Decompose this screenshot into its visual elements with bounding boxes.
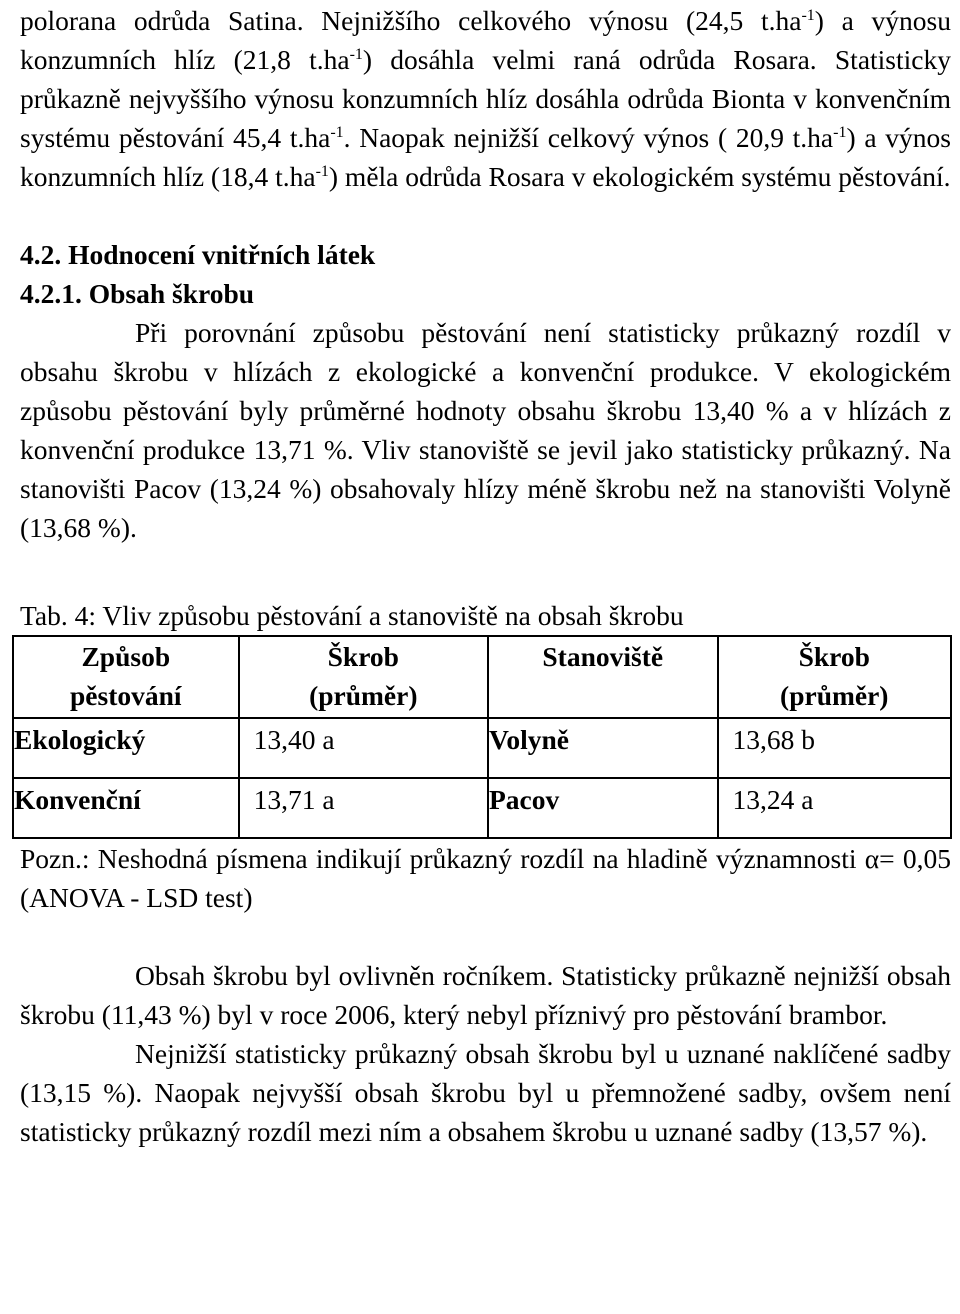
spacer <box>20 196 951 235</box>
intro-text-2: ) a výnosu konzumních hlíz (21,8 t.ha <box>20 5 951 75</box>
header-site: Stanoviště <box>488 636 718 718</box>
superscript: -1 <box>833 124 847 141</box>
starch-paragraph: Při porovnání způsobu pěstování není statisticky průkazný rozdíl v obsahu škrobu v hlízách z ekologické a konvenční produkce. V ekologickém způsobu pěstování byly průměrné hodnoty obsahu škrobu 13,40 % a v hlízách z konvenční produkce 13,71 %. Vliv stanoviště se jevil jako statisticky průkazný. Na stanovišti Pacov (13,24 %) obsahovaly hlízy méně škrobu než na stanovišti Volyně (13,68 %). <box>20 317 951 543</box>
header-starch-2: Škrob (průměr) <box>718 636 951 718</box>
superscript: -1 <box>349 46 363 63</box>
table-caption: Tab. 4: Vliv způsobu pěstování a stanoviště na obsah škrobu <box>20 600 684 631</box>
intro-text-5: ) a výnos konzumních hlíz (18,4 t.ha <box>20 122 951 192</box>
cell-starch: 13,40 a <box>239 718 488 778</box>
spacer <box>20 547 951 586</box>
cell-site: Volyně <box>488 718 718 778</box>
closing-paragraph-1: Obsah škrobu byl ovlivněn ročníkem. Statisticky průkazně nejnižší obsah škrobu (11,43 %) byl v roce 2006, který nebyl příznivý pro pěstování brambor. <box>20 960 951 1030</box>
superscript: -1 <box>315 163 329 180</box>
header-starch-1: Škrob (průměr) <box>239 636 488 718</box>
cell-method: Konvenční <box>13 778 239 838</box>
header-method: Způsob pěstování <box>13 636 239 718</box>
section-heading: 4.2. Hodnocení vnitřních látek <box>20 239 376 270</box>
table-row <box>13 718 951 778</box>
table-note: Pozn.: Neshodná písmena indikují průkazný rozdíl na hladině významnosti α= 0,05 (ANOVA - LSD test) <box>20 843 951 913</box>
superscript: -1 <box>801 7 815 24</box>
intro-paragraph <box>20 1 951 196</box>
intro-text-1: polorana odrůda Satina. Nejnižšího celkového výnosu (24,5 t.ha <box>20 5 802 36</box>
intro-text-3: ) dosáhla velmi raná odrůda Rosara. Statisticky průkazně nejvyššího výnosu konzumních hlíz dosáhla odrůda Bionta v konvenčním systému pěstování 45,4 t.ha <box>20 44 951 153</box>
superscript: -1 <box>330 124 344 141</box>
starch-table <box>12 635 952 839</box>
cell-starch: 13,24 a <box>718 778 951 838</box>
spacer <box>20 917 951 956</box>
cell-starch: 13,71 a <box>239 778 488 838</box>
cell-site: Pacov <box>488 778 718 838</box>
table-row <box>13 778 951 838</box>
closing-paragraph-2: Nejnižší statisticky průkazný obsah škrobu byl u uznané naklíčené sadby (13,15 %). Naopak nejvyšší obsah škrobu byl u přemnožené sadby, ovšem není statisticky průkazný rozdíl mezi ním a obsahem škrobu u uznané sadby (13,57 %). <box>20 1038 951 1147</box>
intro-text-6: ) měla odrůda Rosara v ekologickém systému pěstování. <box>328 161 951 192</box>
cell-starch: 13,68 b <box>718 718 951 778</box>
intro-text-4: . Naopak nejnižší celkový výnos ( 20,9 t.ha <box>343 122 834 153</box>
subsection-heading: 4.2.1. Obsah škrobu <box>20 278 255 309</box>
cell-method: Ekologický <box>13 718 239 778</box>
table-header-row <box>13 636 951 718</box>
